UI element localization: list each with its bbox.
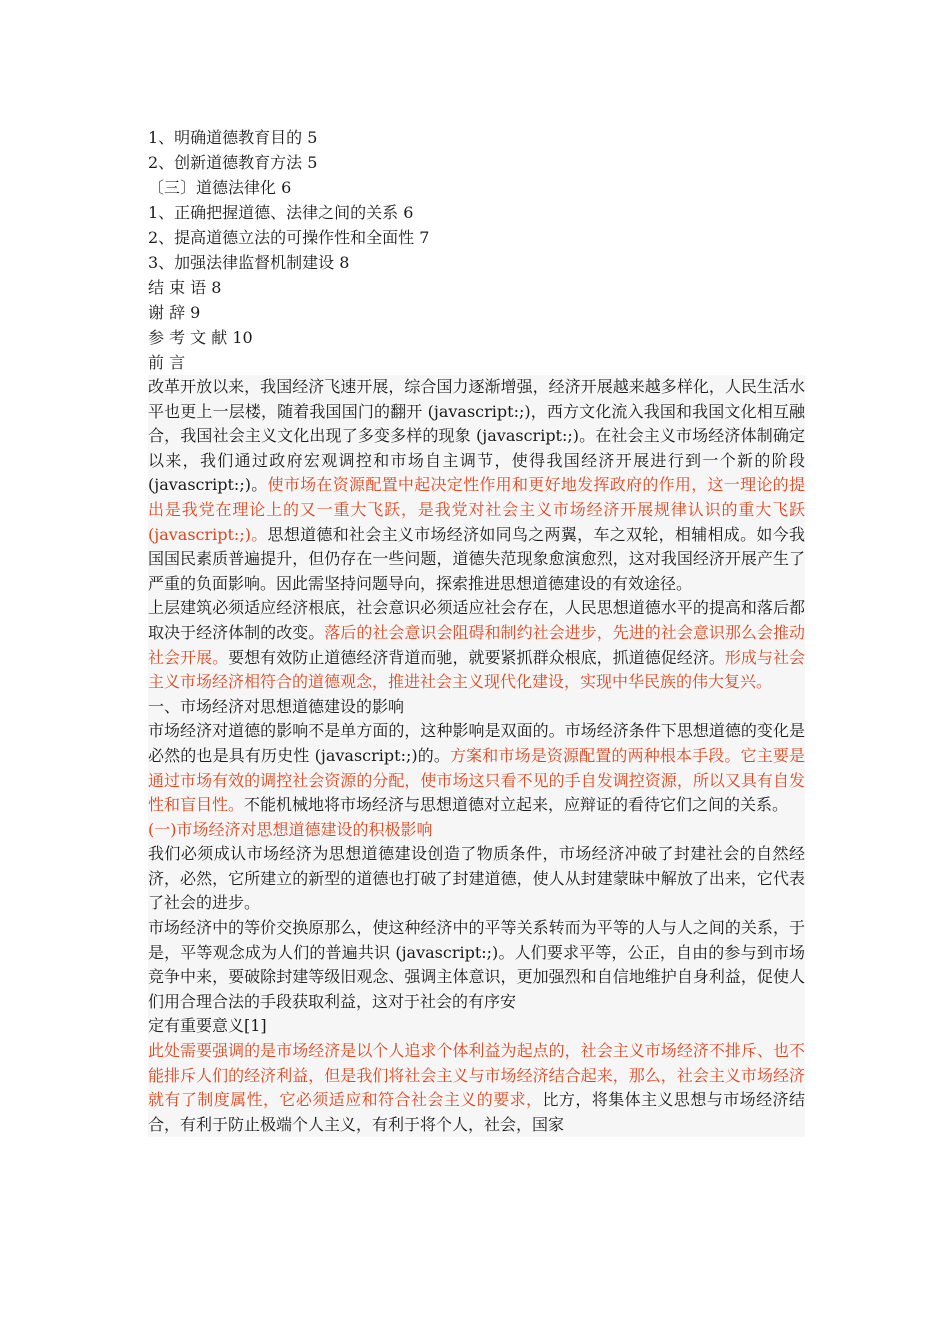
paragraph-text: 市场经济对道德的影响不是单方面的，这种影响是双面的。市场经济条件下思想道德的变化是必然的也是具有历史性 (javascript:;)的。 (148, 721, 805, 765)
highlighted-text: 使市场在资源配置中起决定性作用和更好地发挥政府的作用，这一理论的提出是我党在理论上的又一重大飞跃，是我党对社会主义市场经济开展规律认识的重大飞跃 (javascript:;)。 (148, 475, 805, 544)
highlighted-text: 落后的社会意识会阻碍和制约社会进步，先进的社会意识那么会推动社会开展。 (148, 622, 805, 667)
paragraph-positive-impact: 我们必须成认市场经济为思想道德建设创造了物质条件，市场经济冲破了封建社会的自然经济，必然，它所建立的新型的道德也打破了封建道德，使人从封建蒙昧中解放了出来，它代表了社会的进步。 (148, 842, 805, 916)
paragraph-text: 上层建筑必须适应经济根底，社会意识必须适应社会存在，人民思想道德水平的提高和落后都取决于经济体制的改变。 (148, 598, 805, 642)
highlighted-text: 此处需要强调的是市场经济是以个人追求个体利益为起点的，社会主义市场经济不排斥、也不能排斥人们的经济利益，但是我们将社会主义与市场经济结合起来，那么，社会主义市场经济就有了制度属性，它必须适应和符合社会主义的要求， (148, 1041, 805, 1110)
toc-item: 1、正确把握道德、法律之间的关系 6 (148, 203, 414, 222)
paragraph-superstructure (148, 596, 805, 694)
highlighted-text: 方案和市场是资源配置的两种根本手段。它主要是通过市场有效的调控社会资源的分配，使市场这只看不见的手自发调控资源，所以又具有自发性和盲目性。 (148, 745, 805, 815)
paragraph-text: 比方，将集体主义思想与市场经济结合，有利于防止极端个人主义，有利于将个人，社会，国家 (148, 1090, 805, 1134)
subsection-title: (一)市场经济对思想道德建设的积极影响 (148, 818, 805, 843)
paragraph-market-influence (148, 719, 805, 817)
paragraph-tail: 定有重要意义[1] (148, 1014, 805, 1039)
toc-item: 谢 辞 9 (148, 303, 201, 322)
toc-item: 1、明确道德教育目的 5 (148, 128, 318, 147)
table-of-contents (148, 125, 805, 375)
highlighted-text: 形成与社会主义市场经济相符合的道德观念，推进社会主义现代化建设，实现中华民族的伟大复兴。 (148, 647, 805, 692)
toc-item: 2、创新道德教育方法 5 (148, 153, 318, 172)
paragraph-text: 要想有效防止道德经济背道而驰，就要紧抓群众根底，抓道德促经济。 (228, 647, 725, 667)
toc-item: 结 束 语 8 (148, 278, 222, 297)
paragraph-text: 改革开放以来，我国经济飞速开展，综合国力逐渐增强，经济开展越来越多样化，人民生活水平也更上一层楼，随着我国国门的翻开 (javascript:;)，西方文化流入我国和我国文化相互融合，我国社会主义文化出现了多变多样的现象 (javascript:;)。在社会主义市场经济体制确定以来，我们通过政府宏观调控和市场自主调节，使得我国经济开展进行到一个新的阶段 (javascript:;)。 (148, 377, 805, 495)
section-heading-preface: 前 言 (148, 353, 186, 372)
toc-item: 3、加强法律监督机制建设 8 (148, 253, 350, 272)
toc-item: 2、提高道德立法的可操作性和全面性 7 (148, 228, 430, 247)
paragraph-equal-exchange: 市场经济中的等价交换原那么，使这种经济中的平等关系转而为平等的人与人之间的关系，于是，平等观念成为人们的普遍共识 (javascript:;)。人们要求平等，公正，自由的参与到市场竞争中来，要破除封建等级旧观念、强调主体意识，更加强烈和自信地维护自身利益，促使人们用合理合法的手段获取利益，这对于社会的有序安 (148, 916, 805, 1014)
toc-item: 参 考 文 献 10 (148, 328, 253, 347)
paragraph-text: 思想道德和社会主义市场经济如同鸟之两翼，车之双轮，相辅相成。如今我国国民素质普遍提升，但仍存在一些问题，道德失范现象愈演愈烈，这对我国经济开展产生了严重的负面影响。因此需坚持问题导向，探索推进思想道德建设的有效途径。 (148, 524, 805, 593)
paragraph-intro (148, 375, 805, 596)
paragraph-text: 不能机械地将市场经济与思想道德对立起来，应辩证的看待它们之间的关系。 (244, 795, 789, 815)
toc-item: 〔三〕道德法律化 6 (148, 178, 292, 197)
paragraph-emphasis (148, 1039, 805, 1137)
body-text (148, 375, 805, 1137)
section-title: 一、市场经济对思想道德建设的影响 (148, 695, 805, 720)
